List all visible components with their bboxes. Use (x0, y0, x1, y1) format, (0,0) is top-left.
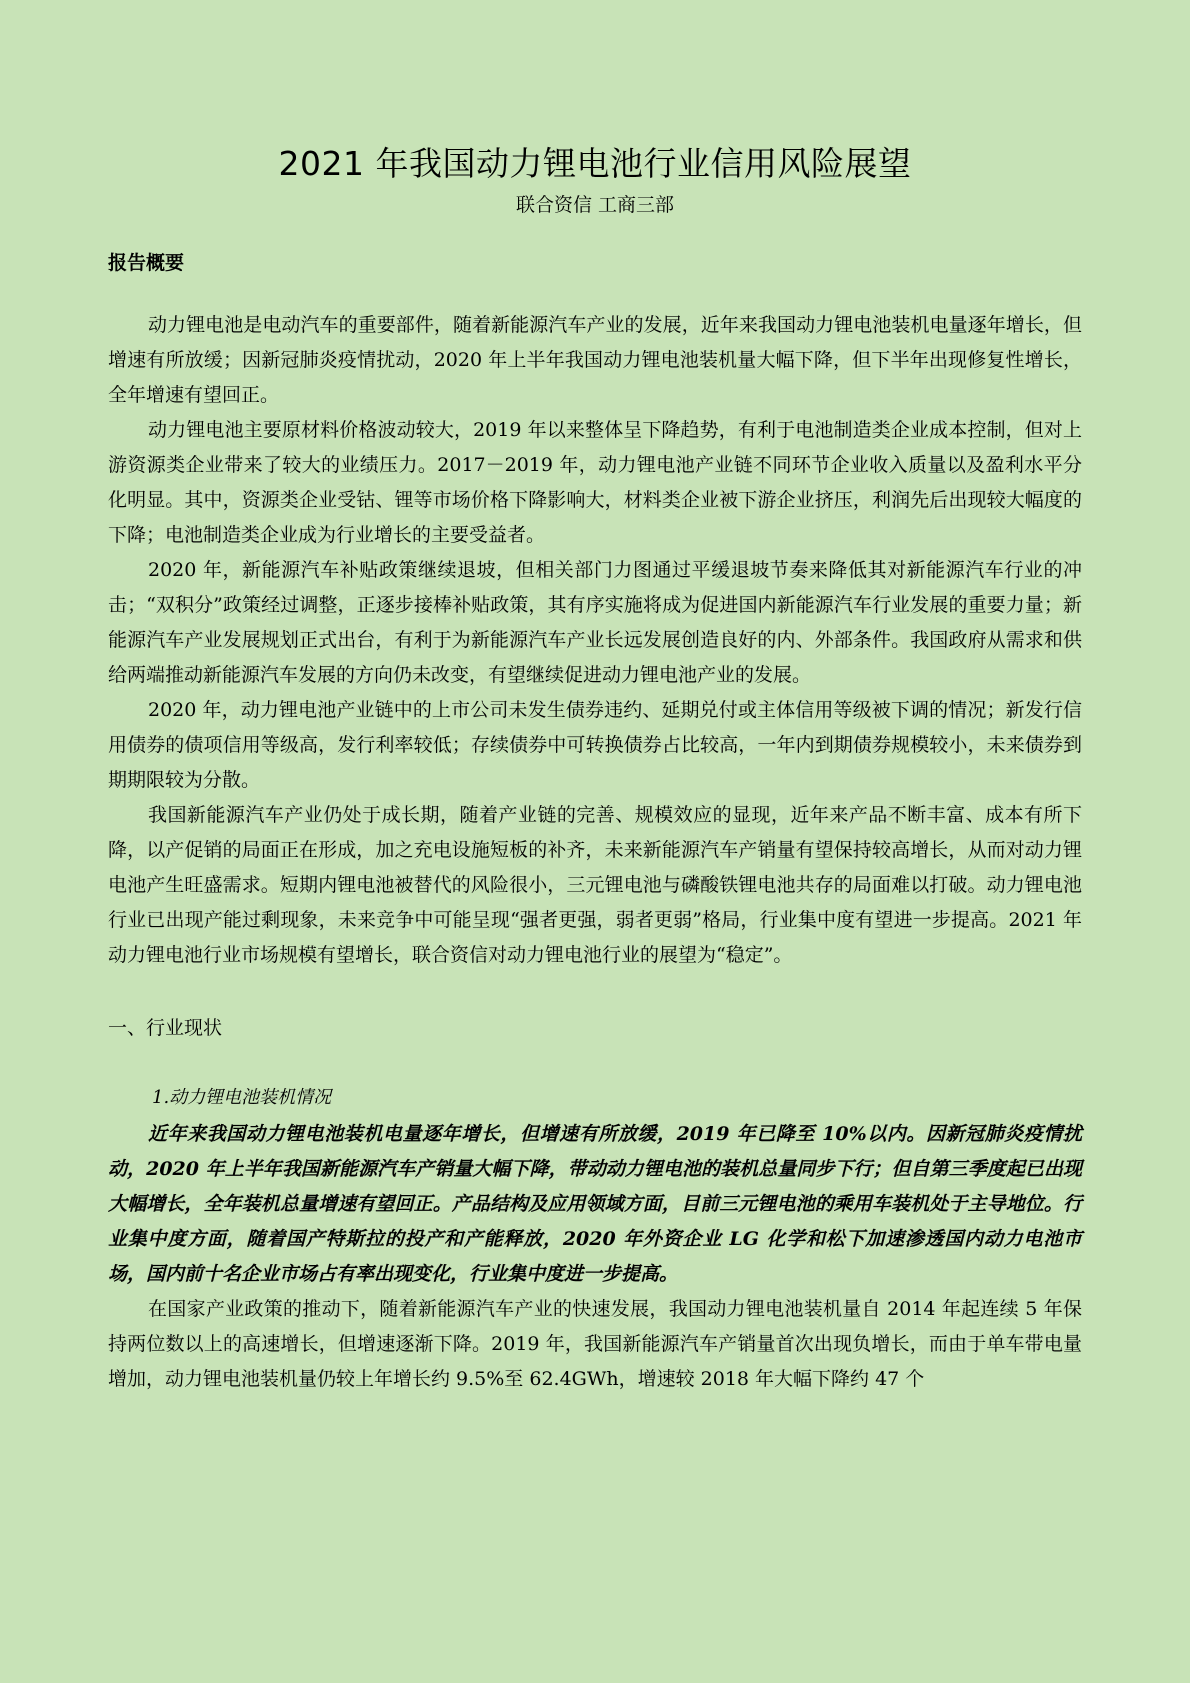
key-finding-paragraph: 近年来我国动力锂电池装机电量逐年增长，但增速有所放缓，2019 年已降至 10%以内。因新冠肺炎疫情扰动，2020 年上半年我国新能源汽车产销量大幅下降，带动动力锂电池的装机总量同步下行；但自第三季度起已出现大幅增长，全年装机总量增速有望回正。产品结构及应用领域方面，目前三元锂电池的乘用车装机处于主导地位。行业集中度方面，随着国产特斯拉的投产和产能释放，2020 年外资企业 LG 化学和松下加速渗透国内动力电池市场，国内前十名企业市场占有率出现变化，行业集中度进一步提高。 (108, 1123, 1082, 1285)
body-paragraph: 在国家产业政策的推动下，随着新能源汽车产业的快速发展，我国动力锂电池装机量自 2014 年起连续 5 年保持两位数以上的高速增长，但增速逐渐下降。2019 年，我国新能源汽车产销量首次出现负增长，而由于单车带电量增加，动力锂电池装机量仍较上年增长约 9.5%至 62.4GWh，增速较 2018 年大幅下降约 47 个 (108, 1298, 1082, 1390)
document-title: 2021 年我国动力锂电池行业信用风险展望 (278, 144, 912, 183)
summary-heading: 报告概要 (108, 252, 185, 274)
section-heading: 一、行业现状 (108, 1017, 223, 1039)
summary-paragraph: 2020 年，新能源汽车补贴政策继续退坡，但相关部门力图通过平缓退坡节奏来降低其对新能源汽车行业的冲击；“双积分”政策经过调整，正逐步接棒补贴政策，其有序实施将成为促进国内新能源汽车行业发展的重要力量；新能源汽车产业发展规划正式出台，有利于为新能源汽车产业长远发展创造良好的内、外部条件。我国政府从需求和供给两端推动新能源汽车发展的方向仍未改变，有望继续促进动力锂电池产业的发展。 (108, 559, 1082, 686)
summary-paragraph: 动力锂电池主要原材料价格波动较大，2019 年以来整体呈下降趋势，有利于电池制造类企业成本控制，但对上游资源类企业带来了较大的业绩压力。2017－2019 年，动力锂电池产业链不同环节企业收入质量以及盈利水平分化明显。其中，资源类企业受钴、锂等市场价格下降影响大，材料类企业被下游企业挤压，利润先后出现较大幅度的下降；电池制造类企业成为行业增长的主要受益者。 (108, 419, 1082, 546)
summary-body (108, 308, 1082, 973)
document-subtitle: 联合资信 工商三部 (515, 194, 675, 216)
sub-heading: 1.动力锂电池装机情况 (152, 1087, 332, 1108)
summary-paragraph: 我国新能源汽车产业仍处于成长期，随着产业链的完善、规模效应的显现，近年来产品不断丰富、成本有所下降，以产促销的局面正在形成，加之充电设施短板的补齐，未来新能源汽车产销量有望保持较高增长，从而对动力锂电池产生旺盛需求。短期内锂电池被替代的风险很小，三元锂电池与磷酸铁锂电池共存的局面难以打破。动力锂电池行业已出现产能过剩现象，未来竞争中可能呈现“强者更强，弱者更弱”格局，行业集中度有望进一步提高。2021 年动力锂电池行业市场规模有望增长，联合资信对动力锂电池行业的展望为“稳定”。 (108, 804, 1082, 966)
summary-paragraph: 动力锂电池是电动汽车的重要部件，随着新能源汽车产业的发展，近年来我国动力锂电池装机电量逐年增长，但增速有所放缓；因新冠肺炎疫情扰动，2020 年上半年我国动力锂电池装机量大幅下降，但下半年出现修复性增长，全年增速有望回正。 (108, 314, 1082, 406)
summary-paragraph: 2020 年，动力锂电池产业链中的上市公司未发生债券违约、延期兑付或主体信用等级被下调的情况；新发行信用债券的债项信用等级高，发行利率较低；存续债券中可转换债券占比较高，一年内到期债券规模较小，未来债券到期期限较为分散。 (108, 699, 1082, 791)
